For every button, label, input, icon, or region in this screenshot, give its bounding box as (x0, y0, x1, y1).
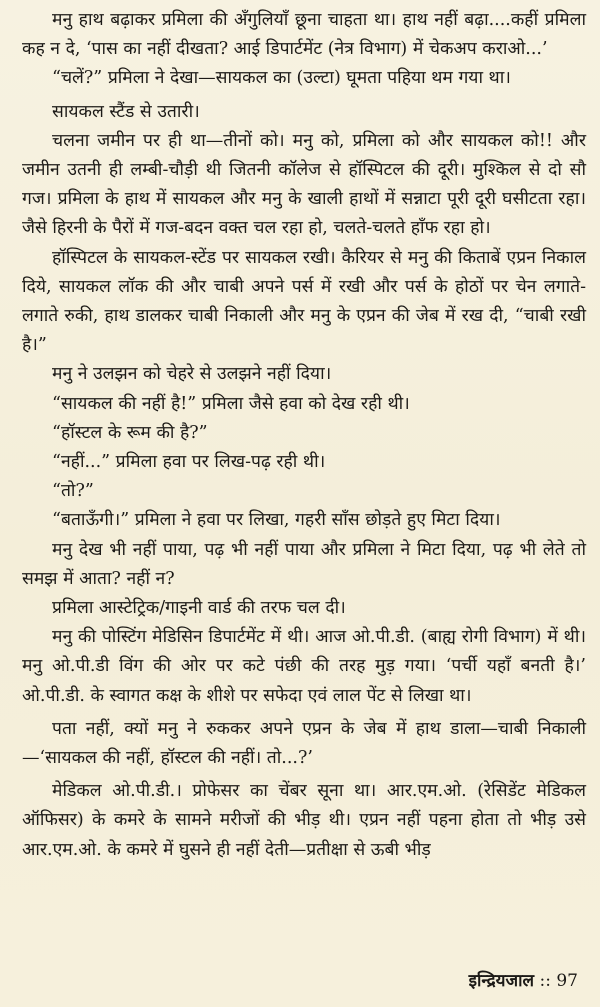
paragraph-13: प्रमिला आस्टेट्रिक/गाइनी वार्ड की तरफ चल दी। (52, 598, 346, 619)
paragraph-10: “तो?” (52, 481, 94, 502)
paragraph-3: सायकल स्टैंड से उतारी। (52, 101, 200, 122)
paragraph-14: मनु की पोस्टिंग मेडिसिन डिपार्टमेंट में थी। आज ओ.पी.डी. (बाह्य रोगी विभाग) में थी। मनु ओ.पी.डी विंग की ओर पर कटे पंछी की तरह मुड़ गया। ‘पर्ची यहाँ बनती है।’ ओ.पी.डी. के स्वागत कक्ष के शीशे पर सफेदा एवं लाल पेंट से लिखा था। (22, 627, 586, 706)
page-number: 97 (556, 971, 578, 991)
paragraph-12: मनु देख भी नहीं पाया, पढ़ भी नहीं पाया और प्रमिला ने मिटा दिया, पढ़ भी लेते तो समझ में आता? नहीं न? (22, 539, 586, 589)
page-footer (469, 968, 578, 991)
paragraph-11: “बताऊँगी।” प्रमिला ने हवा पर लिखा, गहरी साँस छोड़ते हुए मिटा दिया। (52, 510, 501, 531)
paragraph-7: “सायकल की नहीं है!” प्रमिला जैसे हवा को देख रही थी। (52, 393, 410, 414)
paragraph-4: चलना जमीन पर ही था—तीनों को। मनु को, प्रमिला को और सायकल को!! और जमीन उतनी ही लम्बी-चौड़ी थी जितनी कॉलेज से हॉस्पिटल की दूरी। मुश्किल से दो सौ गज। प्रमिला के हाथ में सायकल और मनु के खाली हाथों में सन्नाटा पूरी दूरी घसीटता रहा। जैसे हिरनी के पैरों में गज-बदन वक्त चल रहा हो, चलते-चलते हाँफ रहा हो। (22, 130, 586, 239)
paragraph-1: मनु हाथ बढ़ाकर प्रमिला की अँगुलियाँ छूना चाहता था। हाथ नहीं बढ़ा....कहीं प्रमिला कह न दे, ‘पास का नहीं दीखता? आई डिपार्टमेंट (नेत्र विभाग) में चेकअप कराओ...’ (22, 10, 586, 60)
book-title: इन्द्रियजाल (468, 971, 535, 991)
paragraph-16: मेडिकल ओ.पी.डी.। प्रोफेसर का चेंबर सूना था। आर.एम.ओ. (रेसिडेंट मेडिकल ऑफिसर) के कमरे के सामने मरीजों की भीड़ थी। एप्रन नहीं पहना होता तो भीड़ उसे आर.एम.ओ. के कमरे में घुसने ही नहीं देती—प्रतीक्षा से ऊबी भीड़ (22, 781, 586, 860)
footer-separator: :: (539, 971, 551, 991)
body-text (22, 6, 586, 865)
paragraph-8: “हॉस्टल के रूम की है?” (52, 422, 208, 443)
paragraph-2: “चलें?” प्रमिला ने देखा—सायकल का (उल्टा) घूमता पहिया थम गया था। (52, 68, 511, 89)
paragraph-6: मनु ने उलझन को चेहरे से उलझने नहीं दिया। (52, 364, 332, 385)
paragraph-5: हॉस्पिटल के सायकल-स्टेंड पर सायकल रखी। कैरियर से मनु की किताबें एप्रन निकाल दिये, सायकल लॉक की और चाबी अपने पर्स में रखी और पर्स के होठों पर चेन लगाते-लगाते रुकी, हाथ डालकर चाबी निकाली और मनु के एप्रन की जेब में रख दी, “चाबी रखी है।” (22, 247, 586, 356)
paragraph-9: “नहीं...” प्रमिला हवा पर लिख-पढ़ रही थी। (52, 452, 326, 473)
paragraph-15: पता नहीं, क्यों मनु ने रुककर अपने एप्रन के जेब में हाथ डाला—चाबी निकाली—‘सायकल की नहीं, हॉस्टल की नहीं। तो...?’ (22, 718, 586, 769)
